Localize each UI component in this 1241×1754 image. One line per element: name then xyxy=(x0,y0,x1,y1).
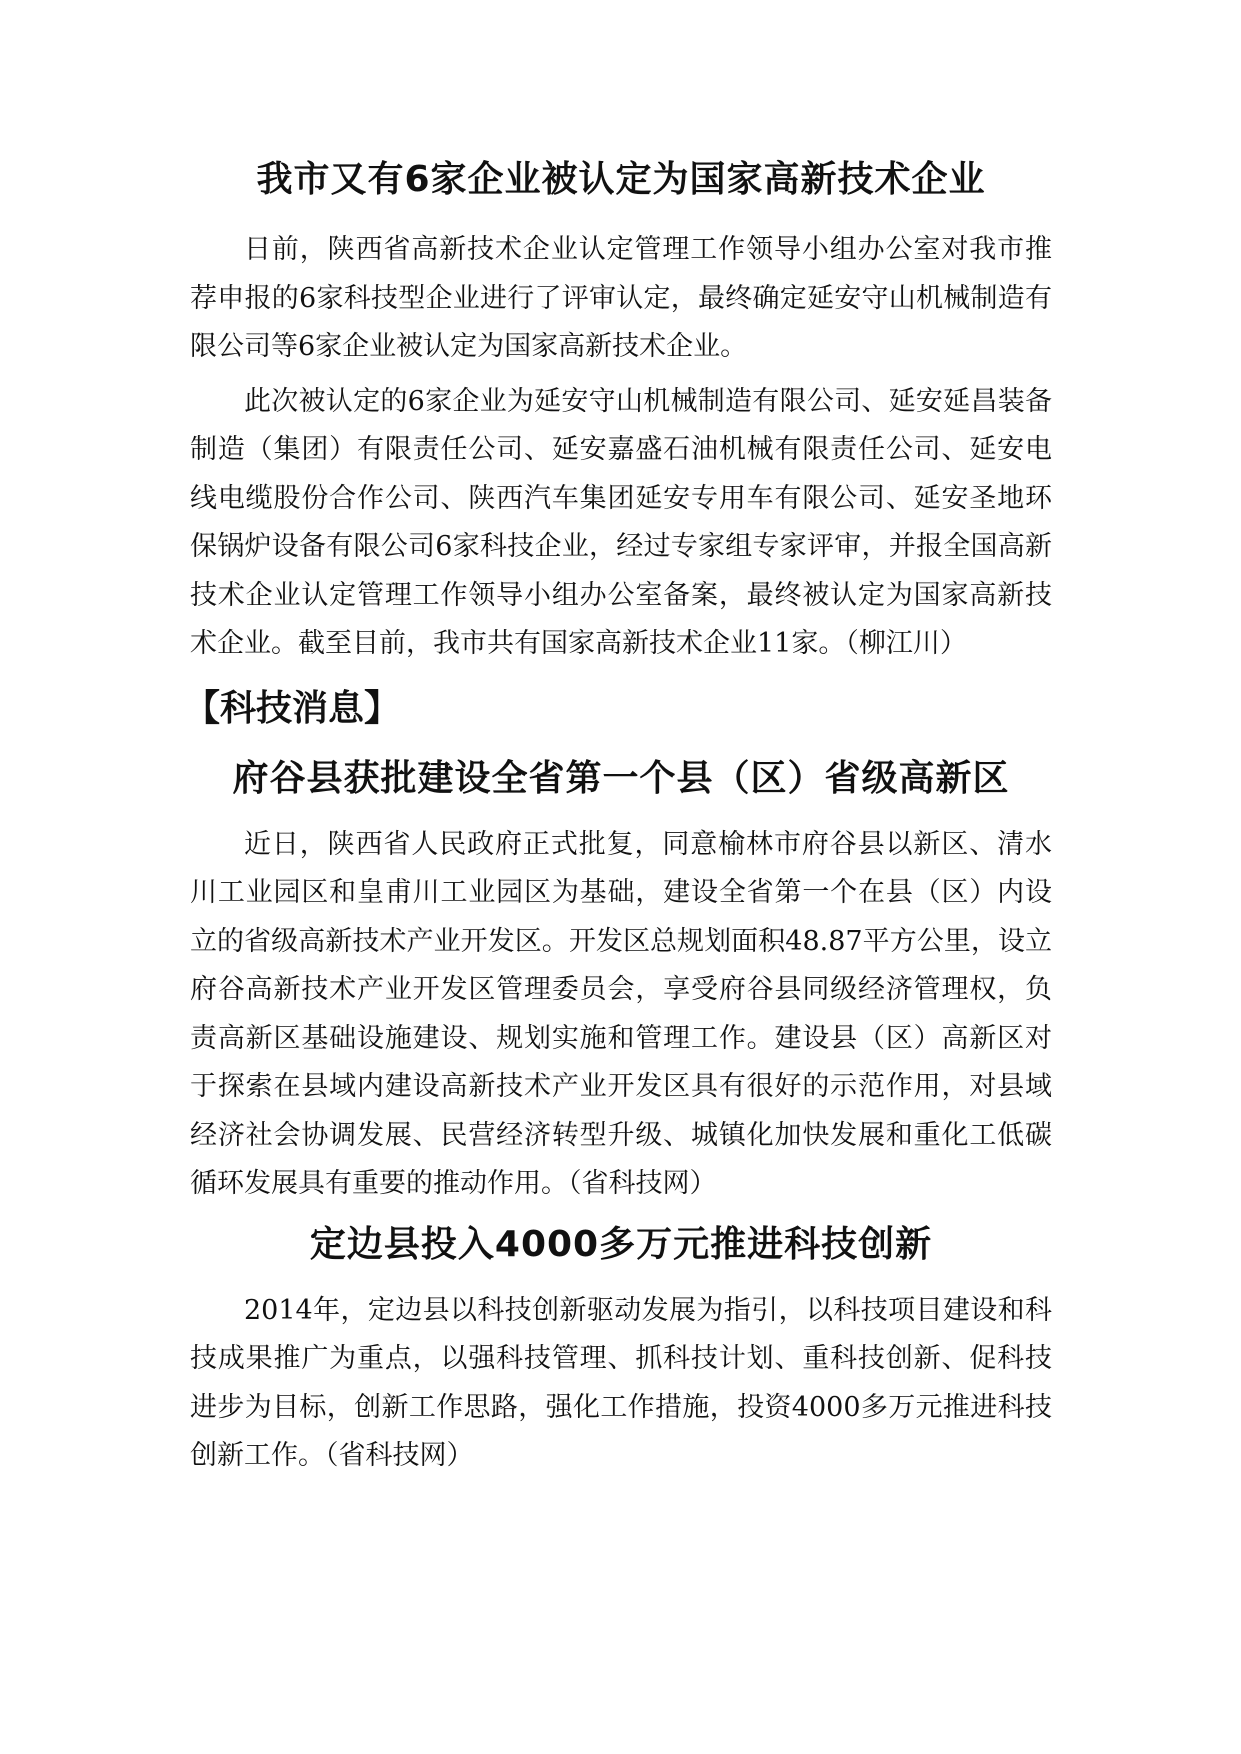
article-2-title: 府谷县获批建设全省第一个县（区）省级高新区 xyxy=(232,757,1010,799)
article-1-paragraph-1: 日前，陕西省高新技术企业认定管理工作领导小组办公室对我市推荐申报的6家科技型企业进行了评审认定，最终确定延安守山机械制造有限公司等6家企业被认定为国家高新技术企业。 xyxy=(190,234,1052,362)
document-content xyxy=(184,152,1052,1481)
article-2-paragraph-1: 近日，陕西省人民政府正式批复，同意榆林市府谷县以新区、清水川工业园区和皇甫川工业园区为基础，建设全省第一个在县（区）内设立的省级高新技术产业开发区。开发区总规划面积48.87平方公里，设立府谷高新技术产业开发区管理委员会，享受府谷县同级经济管理权，负责高新区基础设施建设、规划实施和管理工作。建设县（区）高新区对于探索在县域内建设高新技术产业开发区具有很好的示范作用，对县域经济社会协调发展、民营经济转型升级、城镇化加快发展和重化工低碳循环发展具有重要的推动作用。（省科技网） xyxy=(190,828,1052,1199)
article-1-title: 我市又有6家企业被认定为国家高新技术企业 xyxy=(256,159,986,200)
section-heading: 【科技消息】 xyxy=(184,687,401,729)
article-1-paragraph-2: 此次被认定的6家企业为延安守山机械制造有限公司、延安延昌装备制造（集团）有限责任公司、延安嘉盛石油机械有限责任公司、延安电线电缆股份合作公司、陕西汽车集团延安专用车有限公司、延安圣地环保锅炉设备有限公司6家科技企业，经过专家组专家评审，并报全国高新技术企业认定管理工作领导小组办公室备案，最终被认定为国家高新技术企业。截至目前，我市共有国家高新技术企业11家。（柳江川） xyxy=(190,385,1052,659)
article-3-title: 定边县投入4000多万元推进科技创新 xyxy=(309,1223,933,1265)
article-3-paragraph-1: 2014年，定边县以科技创新驱动发展为指引，以科技项目建设和科技成果推广为重点，以强科技管理、抓科技计划、重科技创新、促科技进步为目标，创新工作思路，强化工作措施，投资4000多万元推进科技创新工作。（省科技网） xyxy=(190,1294,1052,1471)
